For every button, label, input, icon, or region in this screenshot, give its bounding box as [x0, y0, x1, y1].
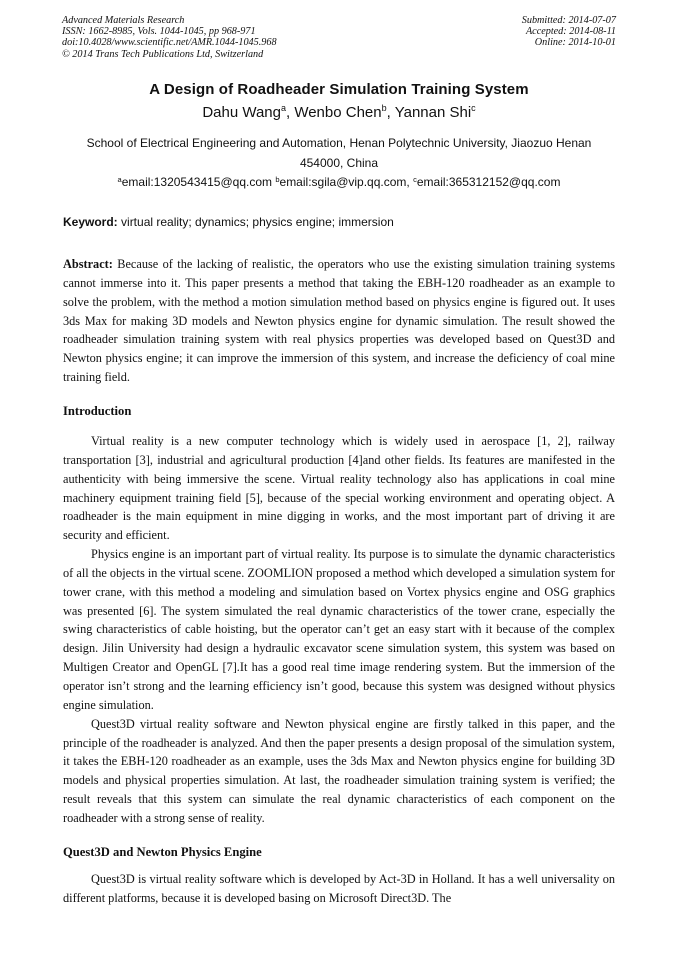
email-mark: b: [275, 175, 280, 184]
author-separator: ,: [285, 104, 295, 121]
email-address: email:sgila@vip.qq.com,: [279, 175, 414, 189]
abstract-text: Because of the lacking of realistic, the operators who use the existing simulation training systems cannot immerse into it. This paper presents a method that taking the EBH-120 roadheader as an example to solve the problem, with the method a motion simulation method based on physics engine is figured out. It uses 3ds Max for making 3D models and Newton physics engine for dynamic simulation. The result showed the roadheader simulation training system with real physics properties was developed based on Quest3D and Newton physics engine; it can improve the immersion of this system, and increase the deficiency of coal mine training field.: [63, 257, 615, 385]
abstract-label: Abstract:: [63, 257, 113, 271]
abstract: [63, 255, 615, 387]
paragraph: Physics engine is an important part of virtual reality. Its purpose is to simulate the dynamic characteristics of all the objects in the virtual scene. ZOOMLION proposed a method which developed a simulation system for tower crane, with this method a modeling and simulation based on Vortex physics engine and OSG graphics was presented [6]. The system simulated the real dynamic characteristics of the tower crane, especially the swing characteristics of cable hoisting, but the operator can’t get an easy start with it because of the complex design. Jilin University had design a hydraulic excavator scene simulation system, this system was based on Multigen Creator and OpenGL [7].It has a good real time image rendering system. But the immersion of the operator isn’t strong and the learning efficiency isn’t good, because this system was designed without physics engine simulation.: [63, 547, 615, 712]
date-accepted: Accepted: 2014-08-11: [525, 26, 616, 38]
author-name: Yannan Shi: [394, 104, 472, 121]
journal-doi: doi:10.4028/www.scientific.net/AMR.1044-1045.968: [62, 37, 277, 49]
section-heading-quest3d: Quest3D and Newton Physics Engine: [63, 845, 262, 859]
email-mark: c: [413, 175, 417, 184]
email-list: [0, 175, 678, 189]
email-mark: a: [117, 175, 122, 184]
date-submitted: Submitted: 2014-07-07: [521, 15, 616, 26]
paragraph: Quest3D virtual reality software and Newton physical engine are firstly talked in this paper, and the principle of the roadheader is analyzed. And then the paper presents a design proposal of the simulation system, it takes the EBH-120 roadheader as an example, uses the 3ds Max and Newton physics engine for building 3D models and physical properties simulation. At last, the roadheader simulation training system is verified; the result reveals that this system can simulate the real dynamic characteristics of each component on the roadheader with a strong sense of reality.: [63, 716, 615, 825]
paper-title: A Design of Roadheader Simulation Training System: [149, 81, 529, 98]
author-name: Dahu Wang: [202, 104, 281, 121]
author-list: [0, 104, 678, 121]
keywords-label: Keyword:: [63, 215, 118, 229]
keywords-text: virtual reality; dynamics; physics engine; immersion: [117, 215, 394, 229]
author-mark: a: [280, 103, 286, 113]
section-introduction: [63, 432, 615, 828]
paragraph: Quest3D is virtual reality software which is developed by Act-3D in Holland. It has a well universality on different platforms, because it is developed basing on Microsoft Direct3D. The: [63, 872, 615, 905]
section-heading-introduction: Introduction: [63, 404, 132, 418]
journal-issn: ISSN: 1662-8985, Vols. 1044-1045, pp 968-971: [62, 26, 256, 38]
journal-copyright: © 2014 Trans Tech Publications Ltd, Switzerland: [62, 48, 264, 60]
journal-header: [62, 15, 277, 60]
paragraph: Virtual reality is a new computer technology which is widely used in aerospace [1, 2], railway transportation [3], industrial and agricultural production [4]and other fields. Its features are manifested in the authenticity with being immersive the scene. Virtual reality technology also has applications in coal mine machinery equipment training field [5], because of the special working environment and operating object. A roadheader is the main equipment in mine digging in works, and the most important part of driving it are security and efficient.: [63, 434, 615, 543]
date-online: Online: 2014-10-01: [534, 37, 616, 49]
publication-dates: [522, 15, 616, 49]
keywords: [63, 215, 615, 229]
affiliation: School of Electrical Engineering and Automation, Henan Polytechnic University, Jiaozuo Henan 454000, China: [86, 136, 592, 170]
journal-name: Advanced Materials Research: [62, 15, 185, 26]
author-separator: ,: [386, 104, 395, 121]
author-mark: b: [381, 103, 387, 113]
author-name: Wenbo Chen: [294, 104, 382, 121]
email-address: email:1320543415@qq.com: [121, 175, 276, 189]
email-address: email:365312152@qq.com: [416, 175, 561, 189]
section-quest3d: [63, 870, 615, 908]
author-mark: c: [471, 103, 476, 113]
